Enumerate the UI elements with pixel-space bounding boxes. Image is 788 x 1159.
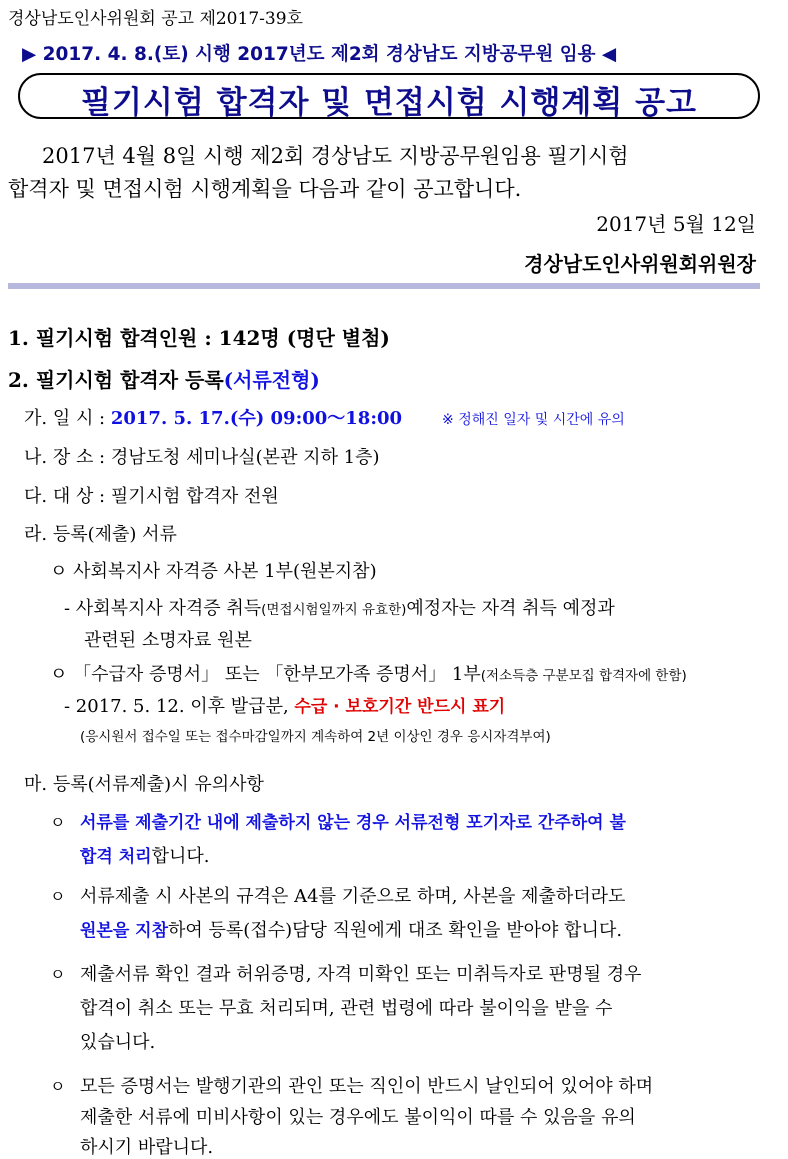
documents-bullet-1-sub-b: 예정자는 자격 취득 예정과 <box>406 598 615 619</box>
documents-bullet-2-sub-red: 수급 · 보호기간 반드시 표기 <box>294 697 506 717</box>
documents-bullet-1-sub-small: (면접시험일까지 유효한) <box>261 602 407 618</box>
documents-bullet-1-sub-line2: 관련된 소명자료 원본 <box>84 630 252 651</box>
precaution-bullet-4: ㅇ <box>50 1077 66 1096</box>
item-documents: 라. 등록(제출) 서류 <box>24 524 177 545</box>
precaution-bullet-2: ㅇ <box>50 887 66 906</box>
section-1-heading: 1. 필기시험 합격인원 : 142명 (명단 별첨) <box>8 326 390 350</box>
precaution-1-line-1: 서류를 제출기간 내에 제출하지 않는 경우 서류전형 포기자로 간주하여 불 <box>80 813 626 833</box>
documents-bullet-2 <box>50 660 687 686</box>
documents-bullet-2-text: ㅇ 「수급자 증명서」 또는 「한부모가족 증명서」 1부 <box>50 664 481 685</box>
issuer: 경상남도인사위원회위원장 <box>524 252 756 276</box>
documents-bullet-2-sub <box>64 692 505 718</box>
notice-date: 2017년 5월 12일 <box>596 212 756 236</box>
intro-line-1: 2017년 4월 8일 시행 제2회 경상남도 지방공무원임용 필기시험 <box>42 144 629 168</box>
divider <box>8 283 760 289</box>
intro-line-2: 합격자 및 면접시험 시행계획을 다음과 같이 공고합니다. <box>8 177 522 201</box>
item-schedule-value: 2017. 5. 17.(수) 09:00～18:00 <box>110 408 403 429</box>
precaution-4-line-2: 제출한 서류에 미비사항이 있는 경우에도 불이익이 따를 수 있음을 유의 <box>80 1107 636 1128</box>
precaution-1-line-2-blue: 합격 처리 <box>80 847 152 867</box>
precaution-4-line-3: 하시기 바랍니다. <box>80 1137 214 1158</box>
section-2-label: 2. 필기시험 합격자 등록 <box>8 368 224 392</box>
precaution-3-line-1: 제출서류 확인 결과 허위증명, 자격 미확인 또는 미취득자로 판명될 경우 <box>80 964 642 985</box>
precaution-2-line-2-rest: 하여 등록(접수)담당 직원에게 대조 확인을 받아야 합니다. <box>168 920 623 941</box>
precaution-3-line-3: 있습니다. <box>80 1032 156 1053</box>
notice-subtitle: ▶ 2017. 4. 8.(토) 시행 2017년도 제2회 경상남도 지방공무원 임용 ◀ <box>22 44 617 65</box>
title-box <box>18 73 760 119</box>
precaution-bullet-1: ㅇ <box>50 813 66 832</box>
precaution-2-line-2 <box>80 916 622 942</box>
documents-bullet-2-note: (응시원서 접수일 또는 접수마감일까지 계속하여 2년 이상인 경우 응시자격부여) <box>80 729 551 745</box>
precaution-2-line-2-blue: 원본을 지참 <box>80 921 169 941</box>
item-schedule-note: ※ 정해진 일자 및 시간에 유의 <box>442 412 625 428</box>
documents-bullet-2-small: (저소득층 구분모집 합격자에 한함) <box>480 668 687 684</box>
precaution-2-line-1: 서류제출 시 사본의 규격은 A4를 기준으로 하며, 사본을 제출하더라도 <box>80 886 626 907</box>
notice-number: 경상남도인사위원회 공고 제2017-39호 <box>8 9 303 29</box>
precaution-4-line-1: 모든 증명서는 발행기관의 관인 또는 직인이 반드시 날인되어 있어야 하며 <box>80 1076 654 1097</box>
precaution-1-line-2-rest: 합니다. <box>151 846 210 867</box>
item-schedule <box>24 404 625 430</box>
item-precautions: 마. 등록(서류제출)시 유의사항 <box>24 774 264 795</box>
section-2-paren: (서류전형) <box>223 368 320 392</box>
item-schedule-label: 가. 일 시 : <box>24 408 111 429</box>
item-place: 나. 장 소 : 경남도청 세미나실(본관 지하 1층) <box>24 447 380 468</box>
precaution-bullet-3: ㅇ <box>50 965 66 984</box>
precaution-3-line-2: 합격이 취소 또는 무효 처리되며, 관련 법령에 따라 불이익을 받을 수 <box>80 998 613 1019</box>
item-target: 다. 대 상 : 필기시험 합격자 전원 <box>24 486 279 507</box>
page-title: 필기시험 합격자 및 면접시험 시행계획 공고 <box>81 85 697 121</box>
documents-bullet-2-sub-text: - 2017. 5. 12. 이후 발급분, <box>64 696 295 717</box>
documents-bullet-1-sub <box>64 594 615 620</box>
documents-bullet-1-sub-a: - 사회복지사 자격증 취득 <box>64 598 262 619</box>
documents-bullet-1: ㅇ 사회복지사 자격증 사본 1부(원본지참) <box>50 561 377 582</box>
section-2-heading <box>8 364 320 393</box>
precaution-1-line-2 <box>80 842 210 868</box>
